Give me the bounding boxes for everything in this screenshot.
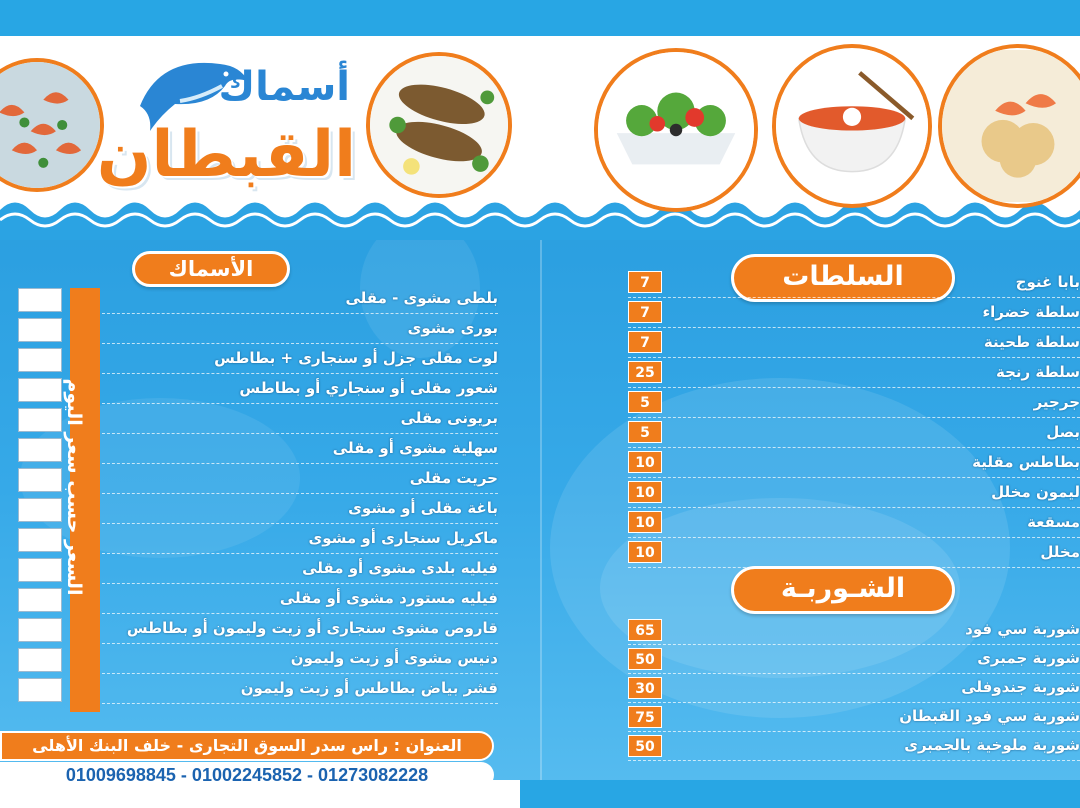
fish-item-row — [102, 404, 498, 434]
fish-item-row — [102, 314, 498, 344]
fish-section-title: الأسماك — [132, 251, 290, 287]
soup-item-price: 75 — [628, 706, 662, 728]
fish-item-name: لوت مقلى جزل أو سنجارى + بطاطس — [214, 349, 498, 367]
fish-item-name: سهلية مشوى أو مقلى — [332, 439, 498, 457]
soup-item-row — [628, 674, 1080, 703]
salad-item-name: مخلل — [1040, 543, 1080, 561]
soup-item-name: شوربة جندوفلى — [961, 678, 1080, 696]
salad-item-price: 7 — [628, 331, 662, 353]
fish-item-row — [102, 344, 498, 374]
fish-price-box — [18, 288, 62, 312]
soup-item-row — [628, 645, 1080, 674]
salad-item-price: 10 — [628, 481, 662, 503]
fish-item-row — [102, 584, 498, 614]
fish-price-box — [18, 558, 62, 582]
restaurant-logo — [96, 46, 370, 206]
fish-item-name: قشر بياض بطاطس أو زيت وليمون — [240, 679, 498, 697]
salad-item-name: بطاطس مقلية — [972, 453, 1080, 471]
fish-item-row — [102, 374, 498, 404]
salads-section-title: السلطات — [731, 254, 955, 302]
soup-item-row — [628, 616, 1080, 645]
fish-item-name: قاروص مشوى سنجارى أو زيت وليمون أو بطاطس — [126, 619, 498, 637]
salad-item-name: بصل — [1046, 423, 1080, 441]
salad-item-name: ليمون مخلل — [991, 483, 1080, 501]
salad-item-name: بابا غنوج — [1015, 273, 1080, 291]
fish-item-name: فيليه مستورد مشوى أو مقلى — [279, 589, 498, 607]
fish-item-name: بريونى مقلى — [400, 409, 498, 427]
salad-item-price: 5 — [628, 421, 662, 443]
top-strip — [0, 0, 1080, 36]
salad-item-name: سلطة طحينة — [983, 333, 1080, 351]
soup-item-name: شوربة سي فود — [965, 620, 1080, 638]
fish-item-name: شعور مقلى أو سنجاري أو بطاطس — [239, 379, 498, 397]
fish-price-box — [18, 438, 62, 462]
salad-item-row — [628, 268, 1080, 298]
fish-item-row — [102, 554, 498, 584]
soup-item-row — [628, 732, 1080, 761]
fish-item-name: ماكريل سنجارى أو مشوى — [308, 529, 498, 547]
soups-list — [628, 616, 1080, 761]
salad-item-row — [628, 388, 1080, 418]
fish-item-name: بلطى مشوى - مقلى — [345, 289, 498, 307]
salads-list — [628, 268, 1080, 568]
salad-item-price: 25 — [628, 361, 662, 383]
salad-item-price: 5 — [628, 391, 662, 413]
salad-item-row — [628, 448, 1080, 478]
fish-price-box — [18, 678, 62, 702]
fish-price-box — [18, 618, 62, 642]
salad-item-row — [628, 298, 1080, 328]
fish-item-row — [102, 464, 498, 494]
fish-price-box — [18, 408, 62, 432]
fish-price-box — [18, 498, 62, 522]
salad-item-row — [628, 418, 1080, 448]
fish-item-name: حريت مقلى — [409, 469, 498, 487]
fish-item-row — [102, 524, 498, 554]
fish-price-box — [18, 378, 62, 402]
fish-price-box — [18, 588, 62, 612]
fish-price-box — [18, 528, 62, 552]
fish-item-row — [102, 494, 498, 524]
logo-title-fish: أسماك — [218, 64, 350, 110]
soup-item-price: 65 — [628, 619, 662, 641]
soup-item-row — [628, 703, 1080, 732]
soup-item-price: 50 — [628, 648, 662, 670]
salad-item-row — [628, 538, 1080, 568]
fish-item-name: باغة مقلى أو مشوى — [348, 499, 498, 517]
fish-item-row — [102, 614, 498, 644]
logo-title-captain: القبطان — [96, 118, 356, 192]
grilled-fish-photo — [366, 52, 512, 198]
phone-numbers: 01009698845 - 01002245852 - 01273082228 — [0, 762, 494, 788]
salad-item-row — [628, 478, 1080, 508]
fish-item-row — [102, 674, 498, 704]
salad-item-name: مسقعة — [1027, 513, 1080, 531]
salad-item-price: 10 — [628, 511, 662, 533]
address-bar: العنوان : راس سدر السوق التجارى - خلف البنك الأهلى — [0, 731, 494, 761]
salad-item-price: 7 — [628, 301, 662, 323]
fish-item-row — [102, 434, 498, 464]
fish-price-box — [18, 318, 62, 342]
fish-item-name: بورى مشوى — [407, 319, 498, 337]
salad-item-row — [628, 358, 1080, 388]
salad-item-price: 10 — [628, 451, 662, 473]
soup-photo — [772, 44, 932, 208]
soups-section-title: الشـوربـة — [731, 566, 955, 614]
fish-item-name: دنيس مشوى أو زيت وليمون — [290, 649, 498, 667]
fish-list — [102, 284, 498, 704]
soup-item-price: 30 — [628, 677, 662, 699]
salad-photo — [594, 48, 758, 212]
salad-item-name: جرجير — [1033, 393, 1080, 411]
fish-item-name: فيليه بلدى مشوى أو مقلى — [302, 559, 498, 577]
fish-price-box — [18, 648, 62, 672]
soup-item-name: شوربة سي فود القبطان — [899, 707, 1080, 725]
fish-price-box — [18, 468, 62, 492]
daily-price-label: السعر حسب سعر اليوم — [63, 378, 85, 596]
salad-item-price: 7 — [628, 271, 662, 293]
soup-item-price: 50 — [628, 735, 662, 757]
salad-item-name: سلطة رنجة — [996, 363, 1080, 381]
fish-item-row — [102, 284, 498, 314]
salad-item-name: سلطة خضراء — [982, 303, 1080, 321]
salad-item-row — [628, 508, 1080, 538]
soup-item-name: شوربة جمبرى — [977, 649, 1080, 667]
salad-item-price: 10 — [628, 541, 662, 563]
fold-line — [540, 228, 542, 808]
salad-item-row — [628, 328, 1080, 358]
soup-item-name: شوربة ملوخية بالجمبرى — [904, 736, 1080, 754]
fish-price-box — [18, 348, 62, 372]
fish-item-row — [102, 644, 498, 674]
